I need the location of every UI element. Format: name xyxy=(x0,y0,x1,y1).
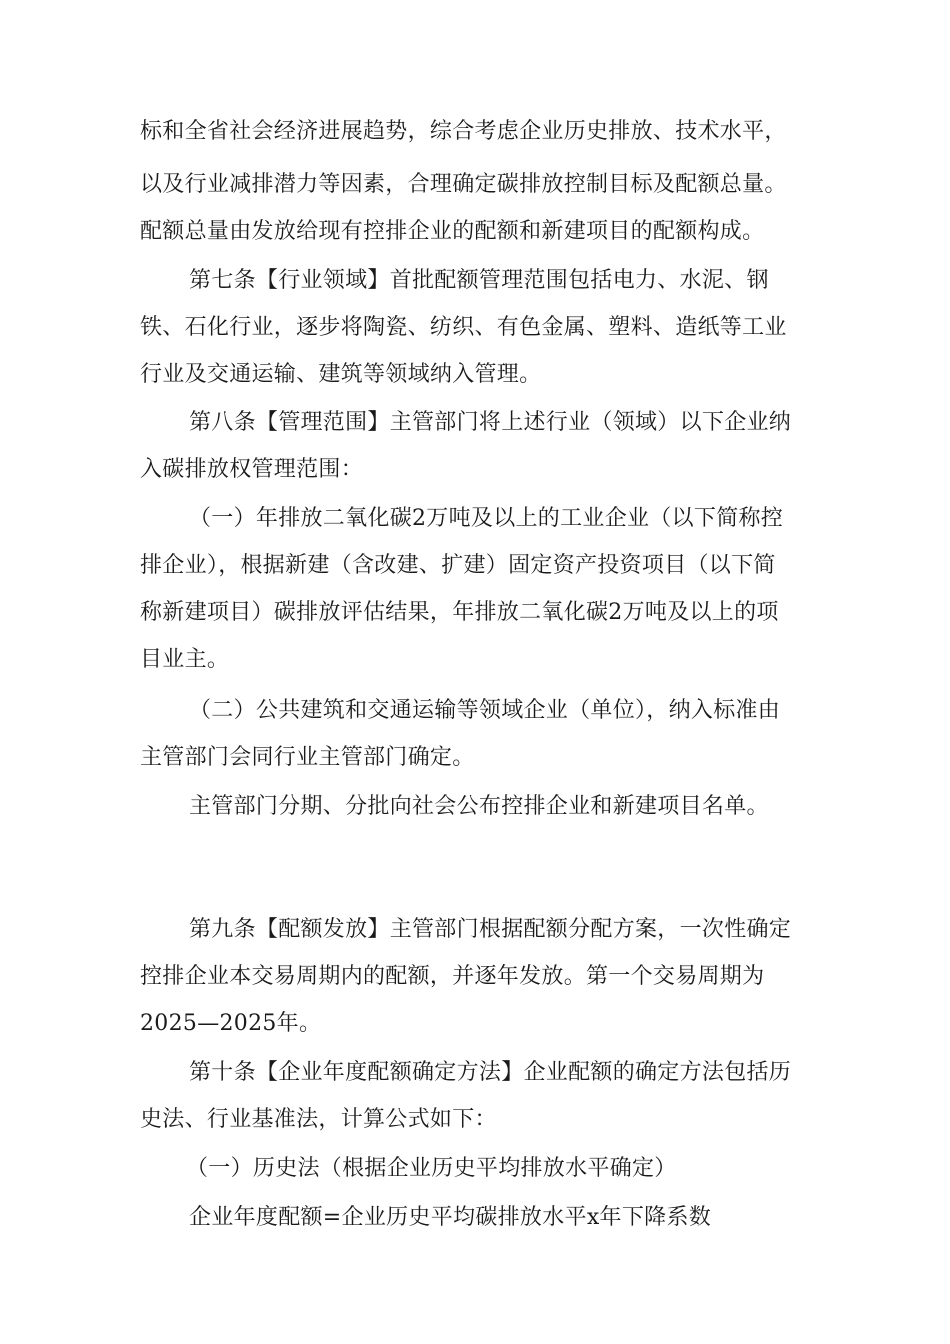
paragraph-line: 控排企业本交易周期内的配额，并逐年发放。第一个交易周期为 xyxy=(140,964,765,989)
clause-historical-method: （一）历史法（根据企业历史平均排放水平确定） xyxy=(186,1156,677,1181)
paragraph-line: 入碳排放权管理范围： xyxy=(140,457,364,482)
paragraph-line: 2025—2025年。 xyxy=(140,1011,322,1036)
paragraph-line: 史法、行业基准法，计算公式如下： xyxy=(140,1107,497,1132)
clause-1: （一）年排放二氧化碳2万吨及以上的工业企业（以下简称控 xyxy=(189,506,784,531)
paragraph-line: 配额总量由发放给现有控排企业的配额和新建项目的配额构成。 xyxy=(140,219,765,244)
paragraph-line: 铁、石化行业，逐步将陶瓷、纺织、有色金属、塑料、造纸等工业 xyxy=(140,315,787,340)
paragraph-line: 目业主。 xyxy=(140,647,230,672)
paragraph-line: 以及行业减排潜力等因素，合理确定碳排放控制目标及配额总量。 xyxy=(140,172,787,197)
paragraph-line: 行业及交通运输、建筑等领域纳入管理。 xyxy=(140,362,542,387)
formula-line: 企业年度配额=企业历史平均碳排放水平x年下降系数 xyxy=(189,1205,712,1230)
paragraph-line: 主管部门会同行业主管部门确定。 xyxy=(140,745,475,770)
article-8-heading: 第八条【管理范围】主管部门将上述行业（领域）以下企业纳 xyxy=(189,410,792,435)
paragraph-line: 排企业），根据新建（含改建、扩建）固定资产投资项目（以下简 xyxy=(140,553,776,578)
article-7-heading: 第七条【行业领域】首批配额管理范围包括电力、水泥、钢 xyxy=(189,268,769,293)
article-9-heading: 第九条【配额发放】主管部门根据配额分配方案，一次性确定 xyxy=(189,917,792,942)
paragraph-line: 主管部门分期、分批向社会公布控排企业和新建项目名单。 xyxy=(189,794,769,819)
paragraph-line: 称新建项目）碳排放评估结果，年排放二氧化碳2万吨及以上的项 xyxy=(140,600,779,625)
paragraph-line: 标和全省社会经济进展趋势，综合考虑企业历史排放、技术水平， xyxy=(140,119,787,144)
article-10-heading: 第十条【企业年度配额确定方法】企业配额的确定方法包括历 xyxy=(189,1060,792,1085)
clause-2: （二）公共建筑和交通运输等领域企业（单位），纳入标准由 xyxy=(189,698,781,723)
